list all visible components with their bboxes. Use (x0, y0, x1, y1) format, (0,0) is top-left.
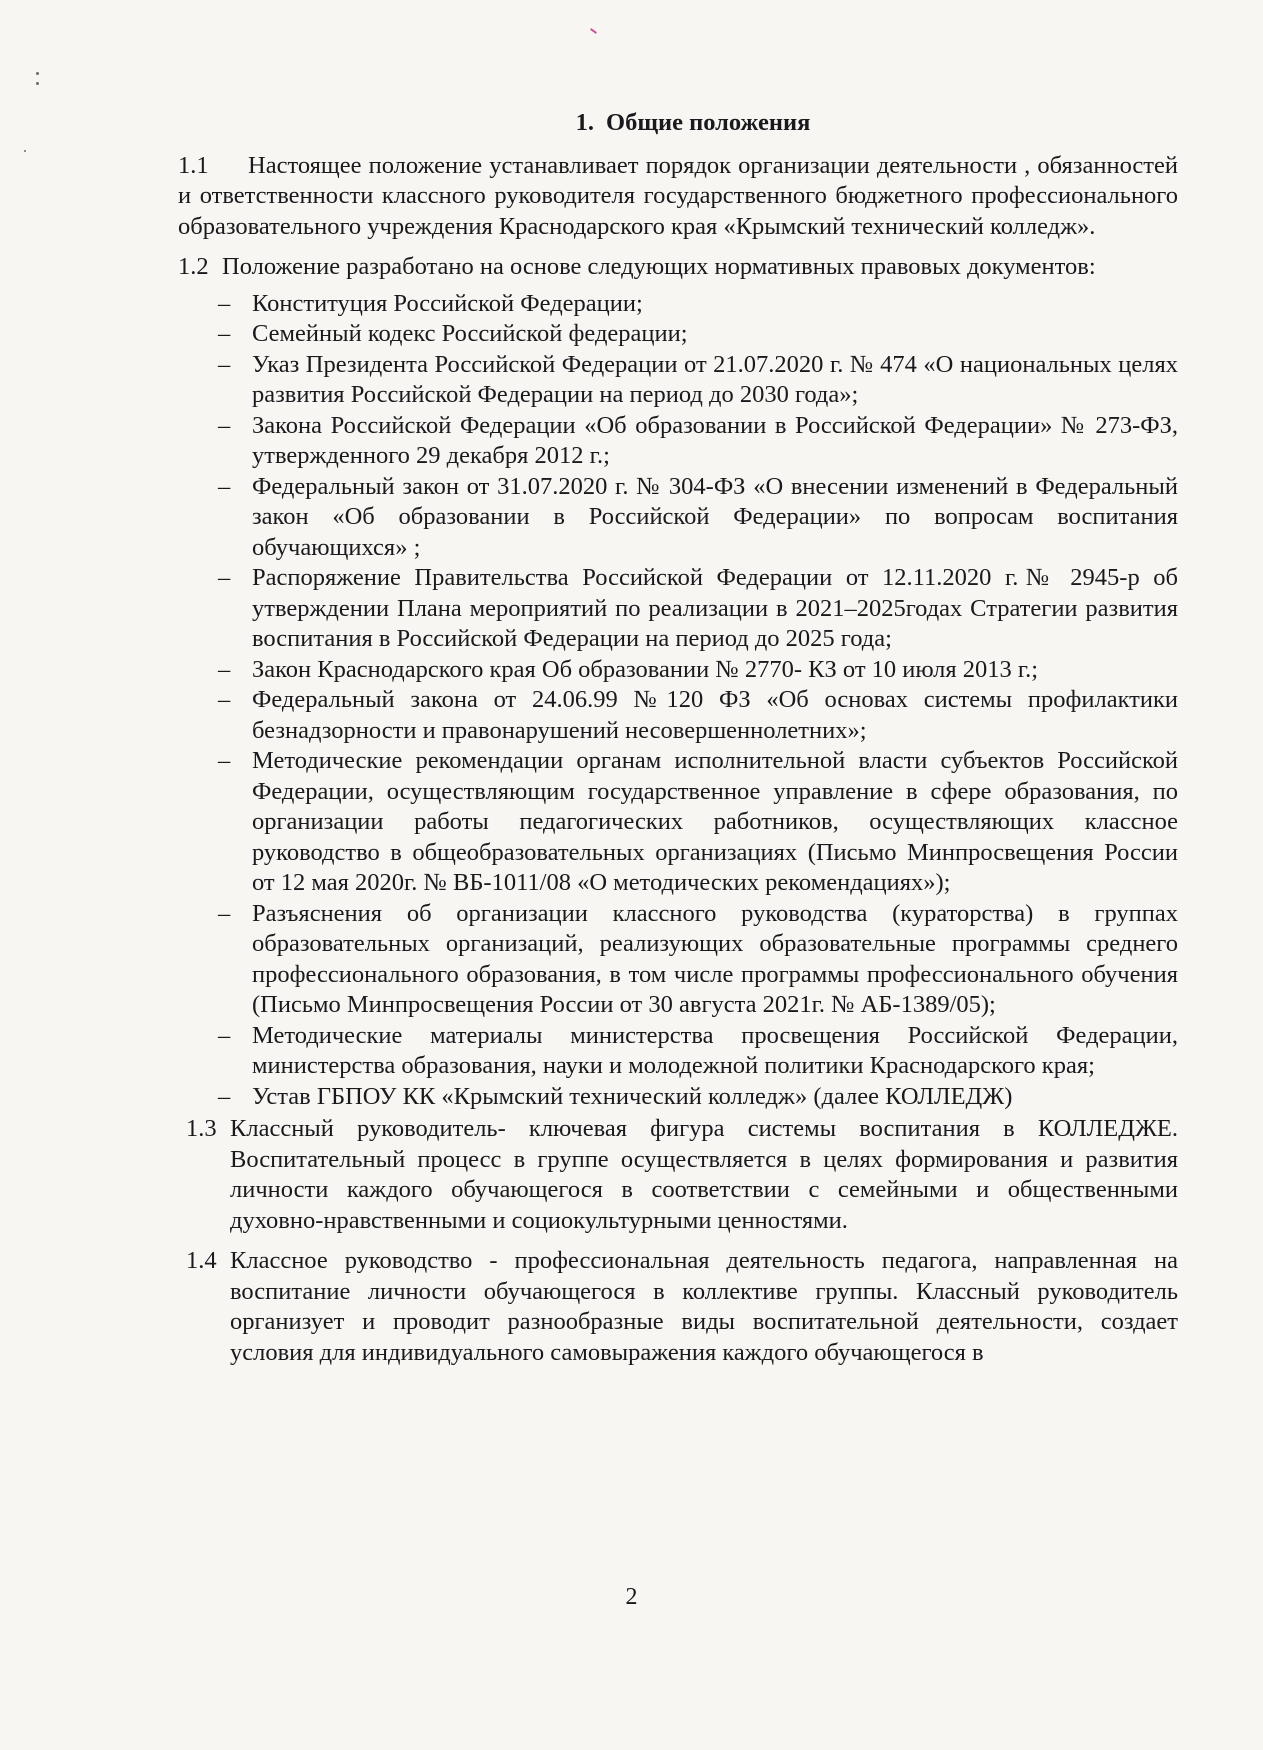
ink-mark (590, 28, 597, 34)
dash-marker: – (218, 289, 231, 317)
dash-marker: – (218, 320, 231, 347)
paragraph-1-2 (178, 252, 1178, 283)
dash-marker: – (218, 1021, 231, 1049)
paragraph-number: 1.3 (186, 1115, 217, 1142)
paragraph-number: 1.4 (186, 1247, 217, 1274)
dash-marker: – (218, 411, 231, 439)
paragraph-1-4 (186, 1246, 1178, 1368)
scan-speck (24, 150, 26, 152)
dash-marker: – (218, 564, 231, 591)
section-heading (178, 108, 1178, 139)
list-item-text: Федеральный закон от 31.07.2020 г. № 304-ФЗ «О внесении изменений в Федеральный закон «Об образовании в Российской Федерации» по вопросам воспитания обучающихся» ; (252, 472, 1178, 561)
list-item (218, 289, 1178, 320)
document-body (178, 108, 1178, 1378)
paragraph-number: 1.2 (178, 253, 209, 280)
list-item-text: Закон Краснодарского края Об образовании № 2770- КЗ от 10 июля 2013 г.; (252, 655, 1039, 683)
list-item-text: Семейный кодекс Российской федерации; (252, 320, 688, 347)
list-item-text: Указ Президента Российской Федерации от 21.07.2020 г. № 474 «О национальных целях развития Российской Федерации на период до 2030 года»; (252, 350, 1178, 408)
paragraph-1-1 (178, 151, 1178, 243)
paragraph-text: Настоящее положение устанавливает порядок организации деятельности , обязанностей и ответственности классного руководителя государственного бюджетного профессионального образовательного учреждения Краснодарского края «Крымский технический колледж». (178, 151, 1178, 240)
list-item (218, 411, 1178, 472)
section-title: Общие положения (606, 109, 811, 136)
list-item (218, 563, 1178, 655)
list-item-text: Устав ГБПОУ КК «Крымский технический колледж» (далее КОЛЛЕДЖ) (252, 1082, 1013, 1110)
section-number: 1. (575, 109, 595, 136)
dash-marker: – (218, 747, 231, 774)
list-item (218, 350, 1178, 411)
dash-marker: – (218, 899, 231, 927)
dash-marker: – (218, 655, 231, 683)
list-item (218, 685, 1178, 746)
dash-marker: – (218, 472, 231, 500)
paragraph-1-3 (186, 1114, 1178, 1236)
list-item (218, 899, 1178, 1021)
list-item (218, 319, 1178, 350)
legal-documents-list (218, 289, 1178, 1113)
paragraph-number: 1.1 (178, 151, 209, 179)
scan-speck (36, 72, 39, 75)
paragraph-text: Классный руководитель- ключевая фигура системы воспитания в КОЛЛЕДЖЕ. Воспитательный процесс в группе осуществляется в целях формирования и развития личности каждого обучающегося в соответствии с семейными и общественными духовно-нравственными и социокультурными ценностями. (230, 1115, 1178, 1234)
dash-marker: – (218, 686, 231, 713)
list-item-text: Федеральный закона от 24.06.99 №120 ФЗ «Об основах системы профилактики безнадзорности и правонарушений несовершеннолетних»; (252, 686, 1178, 744)
list-item (218, 1021, 1178, 1082)
page-number: 2 (625, 1584, 638, 1610)
list-item (218, 472, 1178, 564)
list-item-text: Закона Российской Федерации «Об образовании в Российской Федерации» № 273-ФЗ, утвержденного 29 декабря 2012 г.; (252, 411, 1178, 469)
list-item-text: Разъяснения об организации классного руководства (кураторства) в группах образовательных организаций, реализующих образовательные программы среднего профессионального образования, в том числе программы профессионального обучения (Письмо Минпросвещения России от 30 августа 2021г. № АБ-1389/05); (252, 899, 1178, 1018)
list-item (218, 655, 1178, 686)
list-item-text: Методические рекомендации органам исполнительной власти субъектов Российской Федерации, осуществляющим государственное управление в сфере образования, по организации работы педагогических работников, осуществляющих классное руководство в общеобразовательных организациях (Письмо Минпросвещения России от 12 мая 2020г. № ВБ-1011/08 «О методических рекомендациях»); (252, 747, 1178, 896)
paragraph-text: Классное руководство - профессиональная деятельность педагога, направленная на воспитание личности обучающегося в коллективе группы. Классный руководитель организует и проводит разнообразные виды воспитательной деятельности, создает условия для индивидуального самовыражения каждого обучающегося в (230, 1247, 1178, 1366)
scan-speck (36, 82, 39, 85)
dash-marker: – (218, 350, 231, 378)
list-item-text: Распоряжение Правительства Российской Федерации от 12.11.2020 г.№ 2945-р об утверждении Плана мероприятий по реализации в 2021–2025годах Стратегии развития воспитания в Российской Федерации на период до 2025 года; (252, 564, 1178, 652)
list-item (218, 746, 1178, 899)
dash-marker: – (218, 1082, 231, 1110)
list-item-text: Конституция Российской Федерации; (252, 289, 643, 317)
paragraph-text: Положение разработано на основе следующих нормативных правовых документов: (222, 253, 1096, 280)
list-item (218, 1082, 1178, 1113)
list-item-text: Методические материалы министерства просвещения Российской Федерации, министерства образования, науки и молодежной политики Краснодарского края; (252, 1021, 1178, 1079)
